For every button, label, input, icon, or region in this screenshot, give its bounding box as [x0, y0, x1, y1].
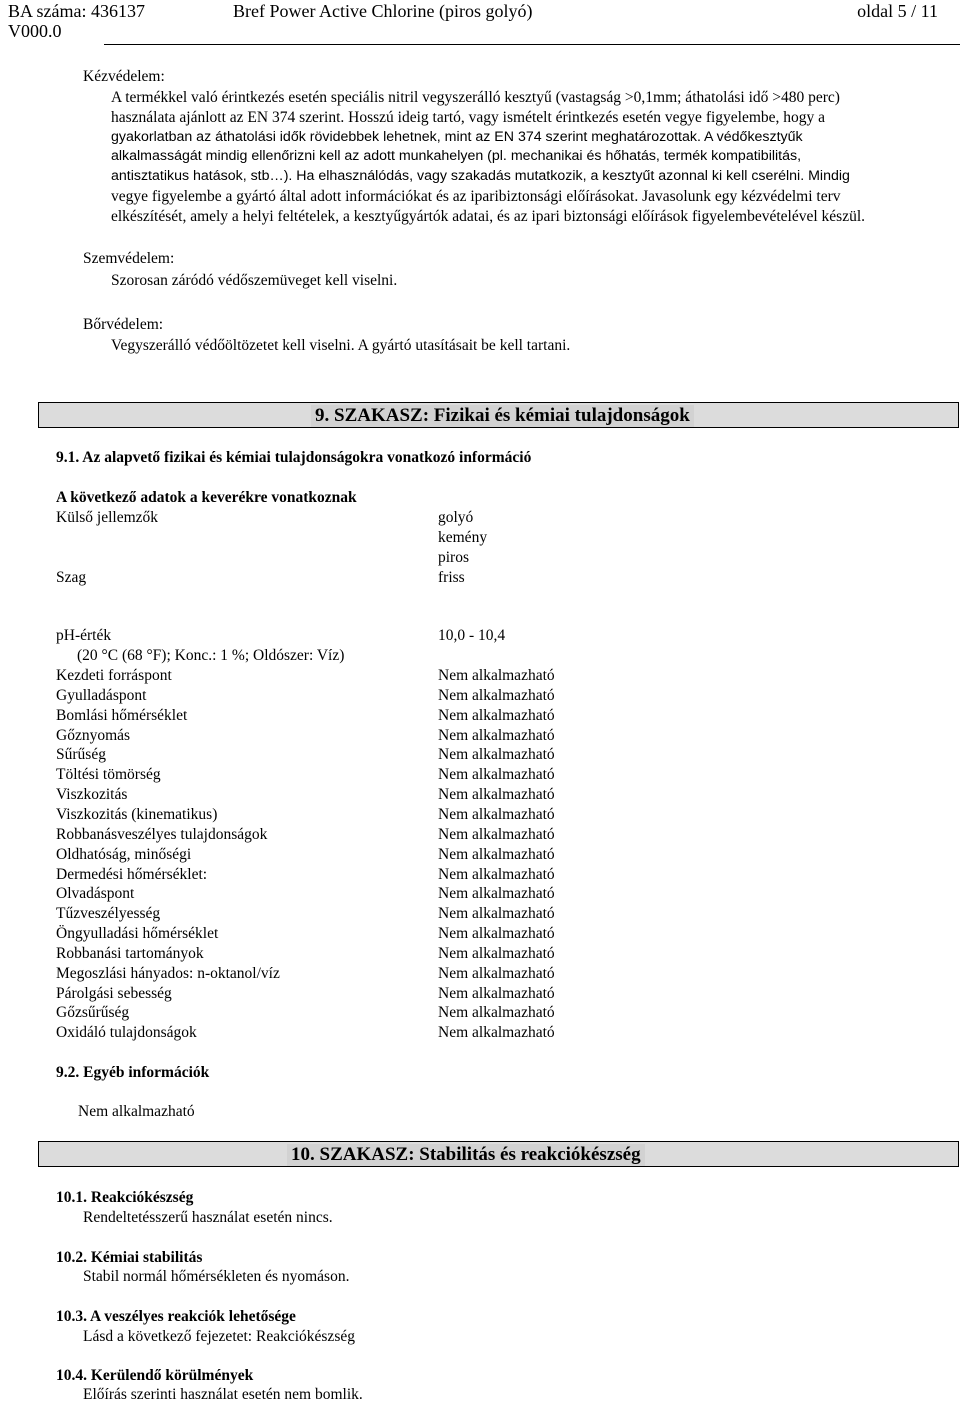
property-value: Nem alkalmazható — [438, 706, 555, 724]
property-label: Öngyulladási hőmérséklet — [56, 925, 219, 943]
section10-1-heading: 10.1. Reakciókészség — [56, 1189, 194, 1206]
eye-protection-text: Szorosan záródó védőszemüveget kell viselni. — [111, 272, 398, 289]
property-value: Nem alkalmazható — [438, 905, 555, 923]
appearance-value: golyó — [438, 509, 474, 526]
property-value: Nem alkalmazható — [438, 746, 555, 764]
property-label: Gőznyomás — [56, 726, 131, 744]
property-value: Nem alkalmazható — [438, 805, 555, 823]
section10-4-heading: 10.4. Kerülendő körülmények — [56, 1367, 254, 1384]
property-value: Nem alkalmazható — [438, 885, 555, 903]
section10-2-text: Stabil normál hőmérsékleten és nyomáson. — [83, 1268, 350, 1285]
section10-1-text: Rendeltetésszerű használat esetén nincs. — [83, 1209, 333, 1226]
version: V000.0 — [8, 21, 62, 41]
property-label: Dermedési hőmérséklet: — [56, 865, 208, 883]
page-number: oldal 5 / 11 — [857, 1, 938, 21]
section10-banner — [38, 1141, 959, 1167]
appearance-value: piros — [438, 549, 469, 566]
hand-protection-line: vegye figyelembe a gyártó által adott információkat és az iparibiztonsági előírásokat. Javasolunk egy kézvédelmi terv — [111, 187, 841, 205]
section9-2-heading: 9.2. Egyéb információk — [56, 1064, 210, 1081]
odour-label: Szag — [56, 569, 87, 586]
hand-protection-line: antisztatikus hatások, stb…). Ha elhasználódás, vagy szakadás mutatkozik, a kesztyűt azonnal ki kell cserélni. Mindig — [111, 168, 850, 185]
property-label: Olvadáspont — [56, 885, 135, 903]
ph-label: pH-érték — [56, 627, 112, 644]
section10-3-text: Lásd a következő fejezetet: Reakciókészség — [83, 1328, 355, 1345]
property-label: Viszkozitás — [56, 786, 128, 804]
property-value: Nem alkalmazható — [438, 865, 555, 883]
property-label: Kezdeti forráspont — [56, 667, 172, 684]
hand-protection-line: gyakorlatban az áthatolási idők rövidebbek lehetnek, mint az EN 374 szerint meghatározottak. A védőkesztyűk — [111, 128, 803, 145]
hand-protection-line: elkészítését, amely a helyi feltételek, a kesztyűgyártók adatai, és az ipari biztonsági előírások figyelembevételével készül. — [111, 207, 866, 225]
property-label: Robbanási tartományok — [56, 944, 204, 962]
appearance-value: kemény — [438, 529, 488, 546]
property-label: Gőzsűrűség — [56, 1004, 130, 1022]
property-label: Sűrűség — [56, 746, 106, 764]
property-label: Viszkozitás (kinematikus) — [56, 805, 218, 823]
property-label: Töltési tömörség — [56, 766, 161, 784]
hand-protection-line: használata ajánlott az EN 374 szerint. Hosszú ideig tartó, vagy ismételt érintkezés esetén vegye figyelembe, hogy a — [111, 108, 826, 126]
hand-protection-line: alkalmasságát mindig ellenőrizni kell az adott munkahelyen (pl. mechanikai és hőhatás, termék kompatibilitás, — [111, 148, 802, 165]
section10-title: 10. SZAKASZ: Stabilitás és reakciókészség — [287, 1144, 645, 1166]
hand-protection-label: Kézvédelem: — [83, 68, 165, 85]
property-value: Nem alkalmazható — [438, 984, 555, 1002]
property-value: Nem alkalmazható — [438, 726, 555, 744]
section9-2-text: Nem alkalmazható — [78, 1103, 195, 1120]
property-value: Nem alkalmazható — [438, 925, 555, 943]
property-value: Nem alkalmazható — [438, 825, 555, 843]
property-value: Nem alkalmazható — [438, 944, 555, 962]
appearance-label: Külső jellemzők — [56, 509, 159, 526]
mixture-note: A következő adatok a keverékre vonatkoznak — [56, 489, 357, 506]
section10-2-heading: 10.2. Kémiai stabilitás — [56, 1249, 203, 1266]
property-value: Nem alkalmazható — [438, 667, 555, 684]
property-value: Nem alkalmazható — [438, 1004, 555, 1022]
ba-number: BA száma: 436137 — [8, 1, 145, 21]
section10-3-heading: 10.3. A veszélyes reakciók lehetősége — [56, 1308, 296, 1325]
hand-protection-line: A termékkel való érintkezés esetén speciális nitril vegyszerálló kesztyű (vastagság >0,1mm; áthatolási idő >480 perc) — [111, 89, 840, 106]
odour-value: friss — [438, 569, 465, 586]
hand-protection-text — [111, 88, 953, 227]
header-divider — [104, 44, 960, 45]
skin-protection-text: Vegyszerálló védőöltözetet kell viselni. A gyártó utasításait be kell tartani. — [111, 337, 571, 354]
property-value: Nem alkalmazható — [438, 786, 555, 804]
eye-protection-label: Szemvédelem: — [83, 250, 175, 267]
property-label: Robbanásveszélyes tulajdonságok — [56, 825, 268, 843]
property-value: Nem alkalmazható — [438, 686, 555, 704]
property-label: Megoszlási hányados: n-oktanol/víz — [56, 964, 280, 982]
ph-value: 10,0 - 10,4 — [438, 627, 506, 644]
ph-condition: (20 °C (68 °F); Konc.: 1 %; Oldószer: Víz) — [77, 647, 345, 664]
section9-banner — [38, 402, 959, 428]
property-label: Gyulladáspont — [56, 686, 147, 704]
product-title: Bref Power Active Chlorine (piros golyó) — [233, 1, 533, 21]
page-header — [0, 0, 960, 46]
property-label: Oxidáló tulajdonságok — [56, 1024, 197, 1042]
property-value: Nem alkalmazható — [438, 964, 555, 982]
property-label: Oldhatóság, minőségi — [56, 845, 192, 863]
property-label: Bomlási hőmérséklet — [56, 706, 188, 724]
property-value: Nem alkalmazható — [438, 845, 555, 863]
property-label: Párolgási sebesség — [56, 984, 172, 1002]
property-value: Nem alkalmazható — [438, 1024, 555, 1042]
section9-title: 9. SZAKASZ: Fizikai és kémiai tulajdonságok — [311, 405, 694, 427]
skin-protection-label: Bőrvédelem: — [83, 316, 164, 333]
property-label: Tűzveszélyesség — [56, 905, 161, 923]
property-value: Nem alkalmazható — [438, 766, 555, 784]
section10-4-text: Előírás szerinti használat esetén nem bomlik. — [83, 1386, 363, 1403]
section9-1-heading: 9.1. Az alapvető fizikai és kémiai tulajdonságokra vonatkozó információ — [56, 449, 532, 466]
